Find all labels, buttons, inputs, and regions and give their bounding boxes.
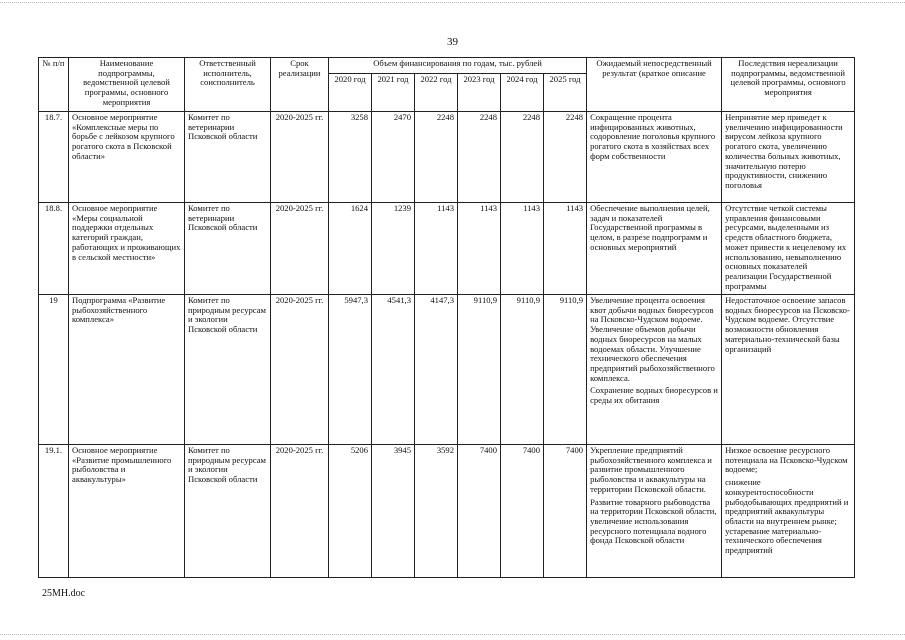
row-value: 2248 — [501, 112, 544, 203]
row-consequences — [722, 445, 855, 578]
table-row — [39, 203, 855, 295]
header-term: Срок реализации — [271, 58, 329, 112]
program-table — [38, 57, 855, 578]
row-num: 18.8. — [39, 203, 69, 295]
row-value: 2248 — [544, 112, 587, 203]
consequence-paragraph: Отсутствие четкой системы управления финансовыми ресурсами, выделенными из средств областного бюджета, может привести к нецелевому их использованию, невыполнению основных показателей реализации Государственной программы — [725, 203, 847, 291]
row-term: 2020-2025 гг. — [271, 203, 329, 295]
row-value: 4147,3 — [415, 295, 458, 445]
header-executor: Ответственный исполнитель, соисполнитель — [185, 58, 271, 112]
row-value: 1143 — [544, 203, 587, 295]
consequence-paragraph: Низкое освоение ресурсного потенциала на Псковско-Чудском водоеме; — [725, 445, 848, 475]
row-value: 7400 — [501, 445, 544, 578]
table-row — [39, 112, 855, 203]
header-finance: Объем финансирования по годам, тыс. рублей — [329, 58, 587, 74]
row-name: Основное мероприятие «Комплексные меры по борьбе с лейкозом крупного рогатого скота в Псковской области» — [69, 112, 185, 203]
header-year: 2025 год — [544, 74, 587, 112]
header-year: 2023 год — [458, 74, 501, 112]
consequence-paragraph: Недостаточное освоение запасов водных биоресурсов на Псковско-Чудском водоеме. Отсутствие возможности обновления материально-технической базы организаций — [725, 295, 850, 354]
header-year: 2020 год — [329, 74, 372, 112]
row-value: 1143 — [415, 203, 458, 295]
row-term: 2020-2025 гг. — [271, 295, 329, 445]
row-result — [587, 203, 722, 295]
row-name: Подпрограмма «Развитие рыбохозяйственного комплекса» — [69, 295, 185, 445]
row-result — [587, 445, 722, 578]
scan-edge-bottom — [0, 634, 905, 635]
header-year: 2024 год — [501, 74, 544, 112]
row-value: 7400 — [458, 445, 501, 578]
page-number: 39 — [447, 36, 458, 48]
row-executor: Комитет по ветеринарии Псковской области — [185, 203, 271, 295]
row-value: 2248 — [458, 112, 501, 203]
table-row — [39, 445, 855, 578]
header-year: 2022 год — [415, 74, 458, 112]
header-consequences: Последствия нереализации подпрограммы, ведомственной целевой программы, основного мероприятия — [722, 58, 855, 112]
consequence-paragraph: Непринятие мер приведет к увеличению инфицированности вирусом лейкоза крупного рогатого скота, увеличению количества больных животных, значительную потерю продуктивности, снижению поголовья — [725, 112, 843, 190]
row-value: 3258 — [329, 112, 372, 203]
header-name: Наименование подпрограммы, ведомственной целевой программы, основного мероприятия — [69, 58, 185, 112]
row-num: 18.7. — [39, 112, 69, 203]
row-term: 2020-2025 гг. — [271, 445, 329, 578]
row-value: 9110,9 — [458, 295, 501, 445]
row-value: 4541,3 — [372, 295, 415, 445]
result-paragraph: Укрепление предприятий рыбохозяйственного комплекса и развитие промышленного рыболовства и аквакультуры на территории Псковской области. — [590, 445, 712, 494]
row-consequences — [722, 295, 855, 445]
row-result — [587, 295, 722, 445]
row-value: 1624 — [329, 203, 372, 295]
row-executor: Комитет по ветеринарии Псковской области — [185, 112, 271, 203]
row-value: 9110,9 — [544, 295, 587, 445]
row-value: 5206 — [329, 445, 372, 578]
row-value: 2470 — [372, 112, 415, 203]
result-paragraph: Сохранение водных биоресурсов и среды их обитания — [590, 385, 718, 406]
result-paragraph: Увеличение процента освоения квот добычи водных биоресурсов на Псковско-Чудском водоеме. Увеличение объемов добычи водных биоресурсов на малых водоемах области. Улучшение технического обеспечения предприятий рыбохозяйственного комплекса. — [590, 295, 715, 383]
row-value: 1239 — [372, 203, 415, 295]
row-name: Основное мероприятие «Развитие промышленного рыболовства и аквакультуры» — [69, 445, 185, 578]
table-row — [39, 295, 855, 445]
header-year: 2021 год — [372, 74, 415, 112]
header-num: № п/п — [39, 58, 69, 112]
header-result: Ожидаемый непосредственный результат (краткое описание — [587, 58, 722, 112]
row-term: 2020-2025 гг. — [271, 112, 329, 203]
consequence-paragraph: снижение конкурентоспособности рыбодобывающих предприятий и предприятий аквакультуры области на внутреннем рынке; устаревание материально-технического обеспечения предприятий — [725, 477, 849, 556]
header-row — [39, 58, 855, 74]
footer-file-code: 25МН.doc — [42, 588, 86, 599]
row-value: 9110,9 — [501, 295, 544, 445]
row-value: 5947,3 — [329, 295, 372, 445]
row-value: 3945 — [372, 445, 415, 578]
row-num: 19 — [39, 295, 69, 445]
row-consequences — [722, 112, 855, 203]
row-value: 1143 — [501, 203, 544, 295]
scan-edge-top — [0, 2, 905, 3]
result-paragraph: Обеспечение выполнения целей, задач и показателей Государственной программы в целом, в разрезе подпрограмм и основных мероприятий — [590, 203, 710, 252]
row-value: 1143 — [458, 203, 501, 295]
row-executor: Комитет по природным ресурсам и экологии Псковской области — [185, 295, 271, 445]
row-consequences — [722, 203, 855, 295]
result-paragraph: Развитие товарного рыбоводства на территории Псковской области, увеличение использования ресурсного потенциала водного фонда Псковской области — [590, 496, 717, 546]
program-table-wrapper — [38, 57, 854, 578]
result-paragraph: Сокращение процента инфицированных животных, содоровление поголовья крупного рогатого скота в хозяйствах всех форм собственности — [590, 112, 716, 161]
row-result — [587, 112, 722, 203]
row-name: Основное мероприятие «Меры социальной поддержки отдельных категорий граждан, работающих и проживающих в сельской местности» — [69, 203, 185, 295]
row-num: 19.1. — [39, 445, 69, 578]
row-executor: Комитет по природным ресурсам и экологии Псковской области — [185, 445, 271, 578]
row-value: 7400 — [544, 445, 587, 578]
row-value: 2248 — [415, 112, 458, 203]
row-value: 3592 — [415, 445, 458, 578]
